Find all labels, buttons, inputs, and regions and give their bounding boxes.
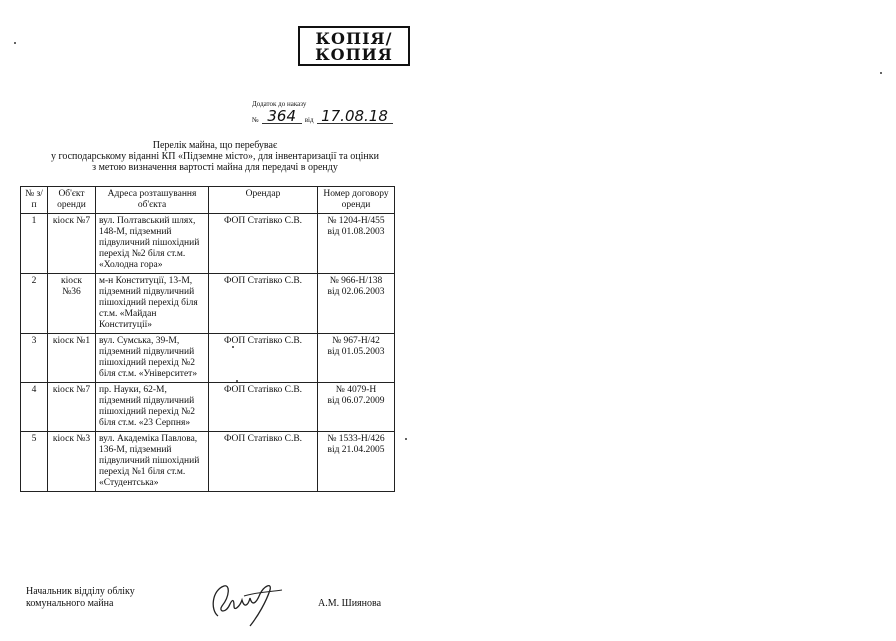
signatory-position xyxy=(26,586,135,610)
cell-contract xyxy=(318,383,395,432)
copy-stamp xyxy=(298,26,410,66)
cell-address: вул. Сумська, 39-М, підземний підвуличний пішохідний перехід №2 біля ст.м. «Університет» xyxy=(96,334,209,383)
cell-object: кіоск №7 xyxy=(48,383,96,432)
contract-date: від 21.04.2005 xyxy=(327,445,385,455)
attachment-date: 17.08.18 xyxy=(317,109,393,124)
stamp-line-1: КОПІЯ/ xyxy=(315,29,393,48)
position-line-2: комунального майна xyxy=(26,598,114,609)
cell-contract xyxy=(318,432,395,492)
table-header-row xyxy=(21,187,395,214)
header-tenant: Орендар xyxy=(209,187,318,214)
attachment-label: Додаток до наказу xyxy=(252,100,307,108)
contract-number: № 1204-Н/455 xyxy=(327,216,385,226)
cell-object: кіоск №7 xyxy=(48,214,96,274)
cell-contract xyxy=(318,214,395,274)
scan-speck xyxy=(232,346,234,348)
cell-no: 1 xyxy=(21,214,48,274)
cell-contract xyxy=(318,274,395,334)
contract-number: № 966-Н/138 xyxy=(329,276,383,286)
signatory-name: А.М. Шиянова xyxy=(318,598,382,609)
title-line-1: Перелік майна, що перебуває xyxy=(152,140,278,151)
attachment-date-prefix: від xyxy=(304,116,314,124)
position-line-1: Начальник відділу обліку xyxy=(26,586,135,597)
title-line-3: з метою визначення вартості майна для передачі в оренду xyxy=(92,162,338,173)
cell-address: вул. Академіка Павлова, 136-М, підземний підвуличний пішохідний перехід №1 біля ст.м. «Студентська» xyxy=(96,432,209,492)
attachment-reference xyxy=(252,100,412,124)
document-title xyxy=(20,140,410,173)
scan-speck xyxy=(236,380,238,382)
header-contract: Номер договору оренди xyxy=(318,187,395,214)
cell-object: кіоск №3 xyxy=(48,432,96,492)
title-line-2: у господарському віданні КП «Підземне місто», для інвентаризації та оцінки xyxy=(51,151,379,162)
cell-no: 5 xyxy=(21,432,48,492)
table-row xyxy=(21,383,395,432)
attachment-number-prefix: № xyxy=(252,116,259,124)
header-address: Адреса розташування об'єкта xyxy=(96,187,209,214)
cell-tenant: ФОП Статівко С.В. xyxy=(209,383,318,432)
scan-speck xyxy=(880,72,882,74)
cell-tenant: ФОП Статівко С.В. xyxy=(209,214,318,274)
contract-number: № 1533-Н/426 xyxy=(327,434,385,444)
cell-address: м-н Конституції, 13-М, підземний підвуличний пішохідний перехід біля ст.м. «Майдан Конституції» xyxy=(96,274,209,334)
stamp-line-2: КОПИЯ xyxy=(315,45,393,64)
cell-address: вул. Полтавський шлях, 148-М, підземний підвуличний пішохідний перехід №2 біля ст.м. «Холодна гора» xyxy=(96,214,209,274)
table-row xyxy=(21,214,395,274)
table-row xyxy=(21,334,395,383)
property-table xyxy=(20,186,395,492)
header-object: Об'єкт оренди xyxy=(48,187,96,214)
contract-date: від 01.08.2003 xyxy=(327,227,385,237)
cell-no: 4 xyxy=(21,383,48,432)
scan-speck xyxy=(14,42,16,44)
cell-tenant: ФОП Статівко С.В. xyxy=(209,432,318,492)
cell-address: пр. Науки, 62-М, підземний підвуличний пішохідний перехід №2 біля ст.м. «23 Серпня» xyxy=(96,383,209,432)
contract-number: № 4079-Н xyxy=(335,385,377,395)
cell-object: кіоск №36 xyxy=(48,274,96,334)
header-no: № з/п xyxy=(21,187,48,214)
contract-date: від 01.05.2003 xyxy=(327,347,385,357)
cell-no: 2 xyxy=(21,274,48,334)
contract-date: від 02.06.2003 xyxy=(327,287,385,297)
cell-tenant: ФОП Статівко С.В. xyxy=(209,334,318,383)
handwritten-signature-icon xyxy=(200,576,290,628)
cell-contract xyxy=(318,334,395,383)
contract-date: від 06.07.2009 xyxy=(327,396,385,406)
contract-number: № 967-Н/42 xyxy=(332,336,380,346)
cell-object: кіоск №1 xyxy=(48,334,96,383)
scan-speck xyxy=(405,438,407,440)
cell-tenant: ФОП Статівко С.В. xyxy=(209,274,318,334)
attachment-number: 364 xyxy=(262,109,302,124)
table-row xyxy=(21,432,395,492)
cell-no: 3 xyxy=(21,334,48,383)
table-row xyxy=(21,274,395,334)
